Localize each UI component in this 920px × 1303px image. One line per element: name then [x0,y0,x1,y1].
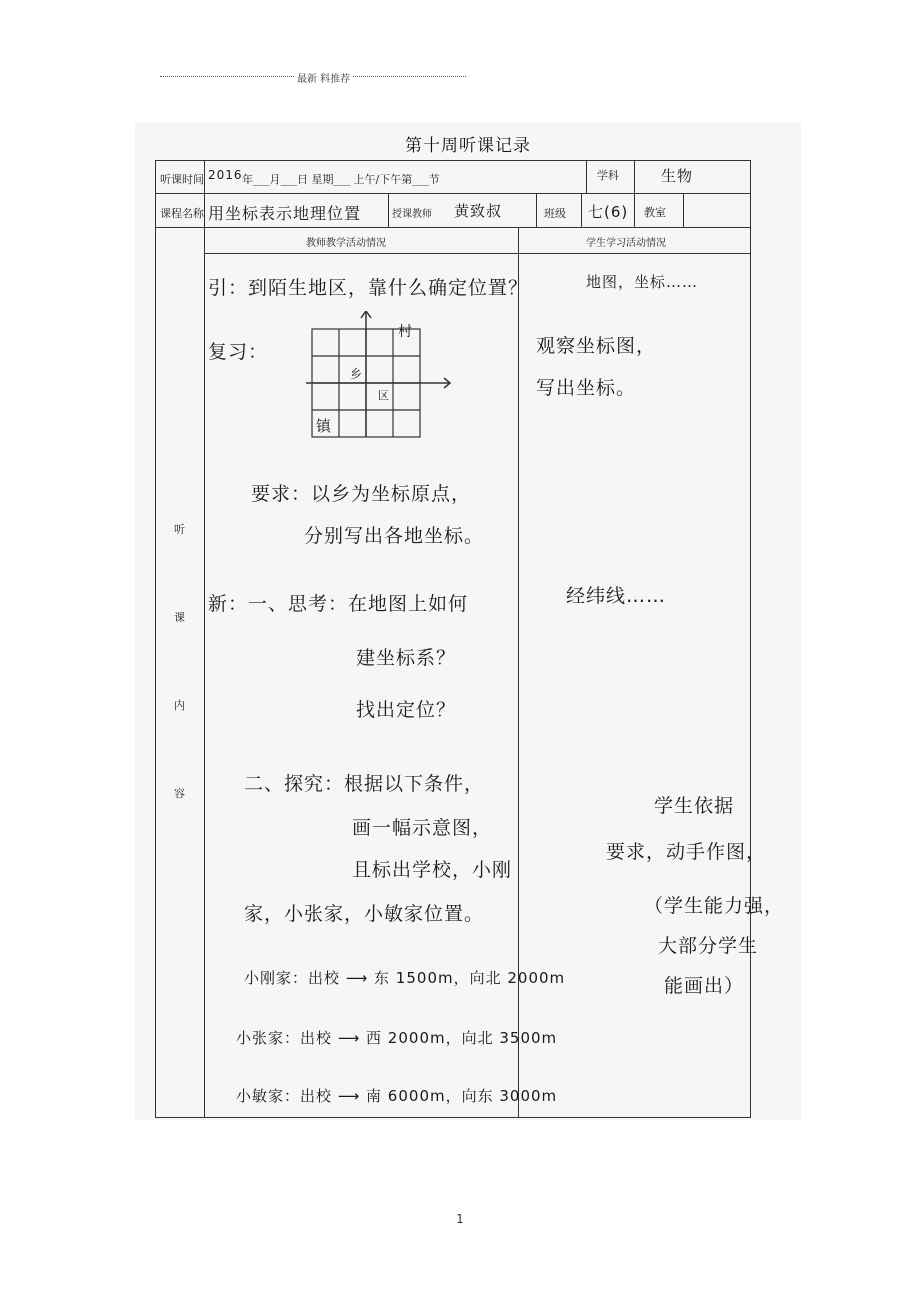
scanned-document [135,122,801,1120]
class-value: 七(6) [588,203,629,221]
student-note-1: 地图，坐标…… [586,273,699,291]
note-req2: 分别写出各地坐标。 [304,525,485,547]
student-activity-header: 学生学习活动情况 [586,238,666,249]
note-new2: 建坐标系？ [356,647,457,669]
course-label: 课程名称 [160,207,204,220]
student-note-5: 学生依据 [654,795,735,817]
note-explore4: 家，小张家，小敏家位置。 [244,903,485,925]
note-intro: 引：到陌生地区，靠什么确定位置？ [208,277,529,299]
teacher-label: 授课教师 [392,209,432,220]
note-review: 复习： [208,341,269,363]
side-label-nei: 内 [174,699,185,712]
note-explore2: 画一幅示意图， [352,817,493,839]
student-note-3: 写出坐标。 [536,377,637,399]
page-number: 1 [456,1212,464,1226]
student-note-6: 要求，动手作图， [606,841,767,863]
note-req1: 要求：以乡为坐标原点， [251,483,472,505]
note-line-xiaomin: 小敏家：出校 ⟶ 南 6000m，向东 3000m [236,1087,558,1105]
subject-label: 学科 [597,169,619,182]
note-new3: 找出定位？ [356,699,457,721]
class-label: 班级 [544,207,566,220]
time-fill: 年___月___日 星期___ 上午/下午第___节 [242,173,440,186]
subject-value: 生物 [661,167,694,185]
student-note-9: 能画出） [664,975,745,997]
observation-form [155,160,785,1118]
page-header [160,70,466,84]
grid-label-town: 镇 [316,417,333,435]
grid-label-district: 区 [378,389,390,402]
side-label-ting: 听 [174,523,185,536]
side-label-rong: 容 [174,787,185,800]
teacher-value: 黄致叔 [454,202,503,220]
note-line-xiaozhang: 小张家：出校 ⟶ 西 2000m，向北 3500m [236,1029,558,1047]
header-label: 最新 料推荐 [295,70,352,85]
student-note-2: 观察坐标图， [536,335,657,357]
student-note-8: 大部分学生 [658,935,759,957]
note-explore3: 且标出学校，小刚 [352,859,513,881]
student-note-7: （学生能力强， [644,895,785,917]
room-label: 教室 [644,206,666,219]
note-explore1: 二、探究：根据以下条件， [244,773,485,795]
grid-label-origin: 乡 [350,367,364,381]
course-value: 用坐标表示地理位置 [208,204,362,223]
teacher-activity-header: 教师教学活动情况 [306,238,386,249]
note-line-xiaogang: 小刚家：出校 ⟶ 东 1500m，向北 2000m [244,969,566,987]
side-label-ke: 课 [174,611,185,624]
document-title: 第十周听课记录 [405,136,531,156]
time-year: 2016 [208,168,243,182]
grid-label-village: 村 [398,324,413,340]
note-new1: 新：一、思考：在地图上如何 [208,593,469,615]
student-note-4: 经纬线…… [566,585,667,607]
coordinate-grid-sketch [306,311,456,441]
time-label: 听课时间 [160,173,204,186]
